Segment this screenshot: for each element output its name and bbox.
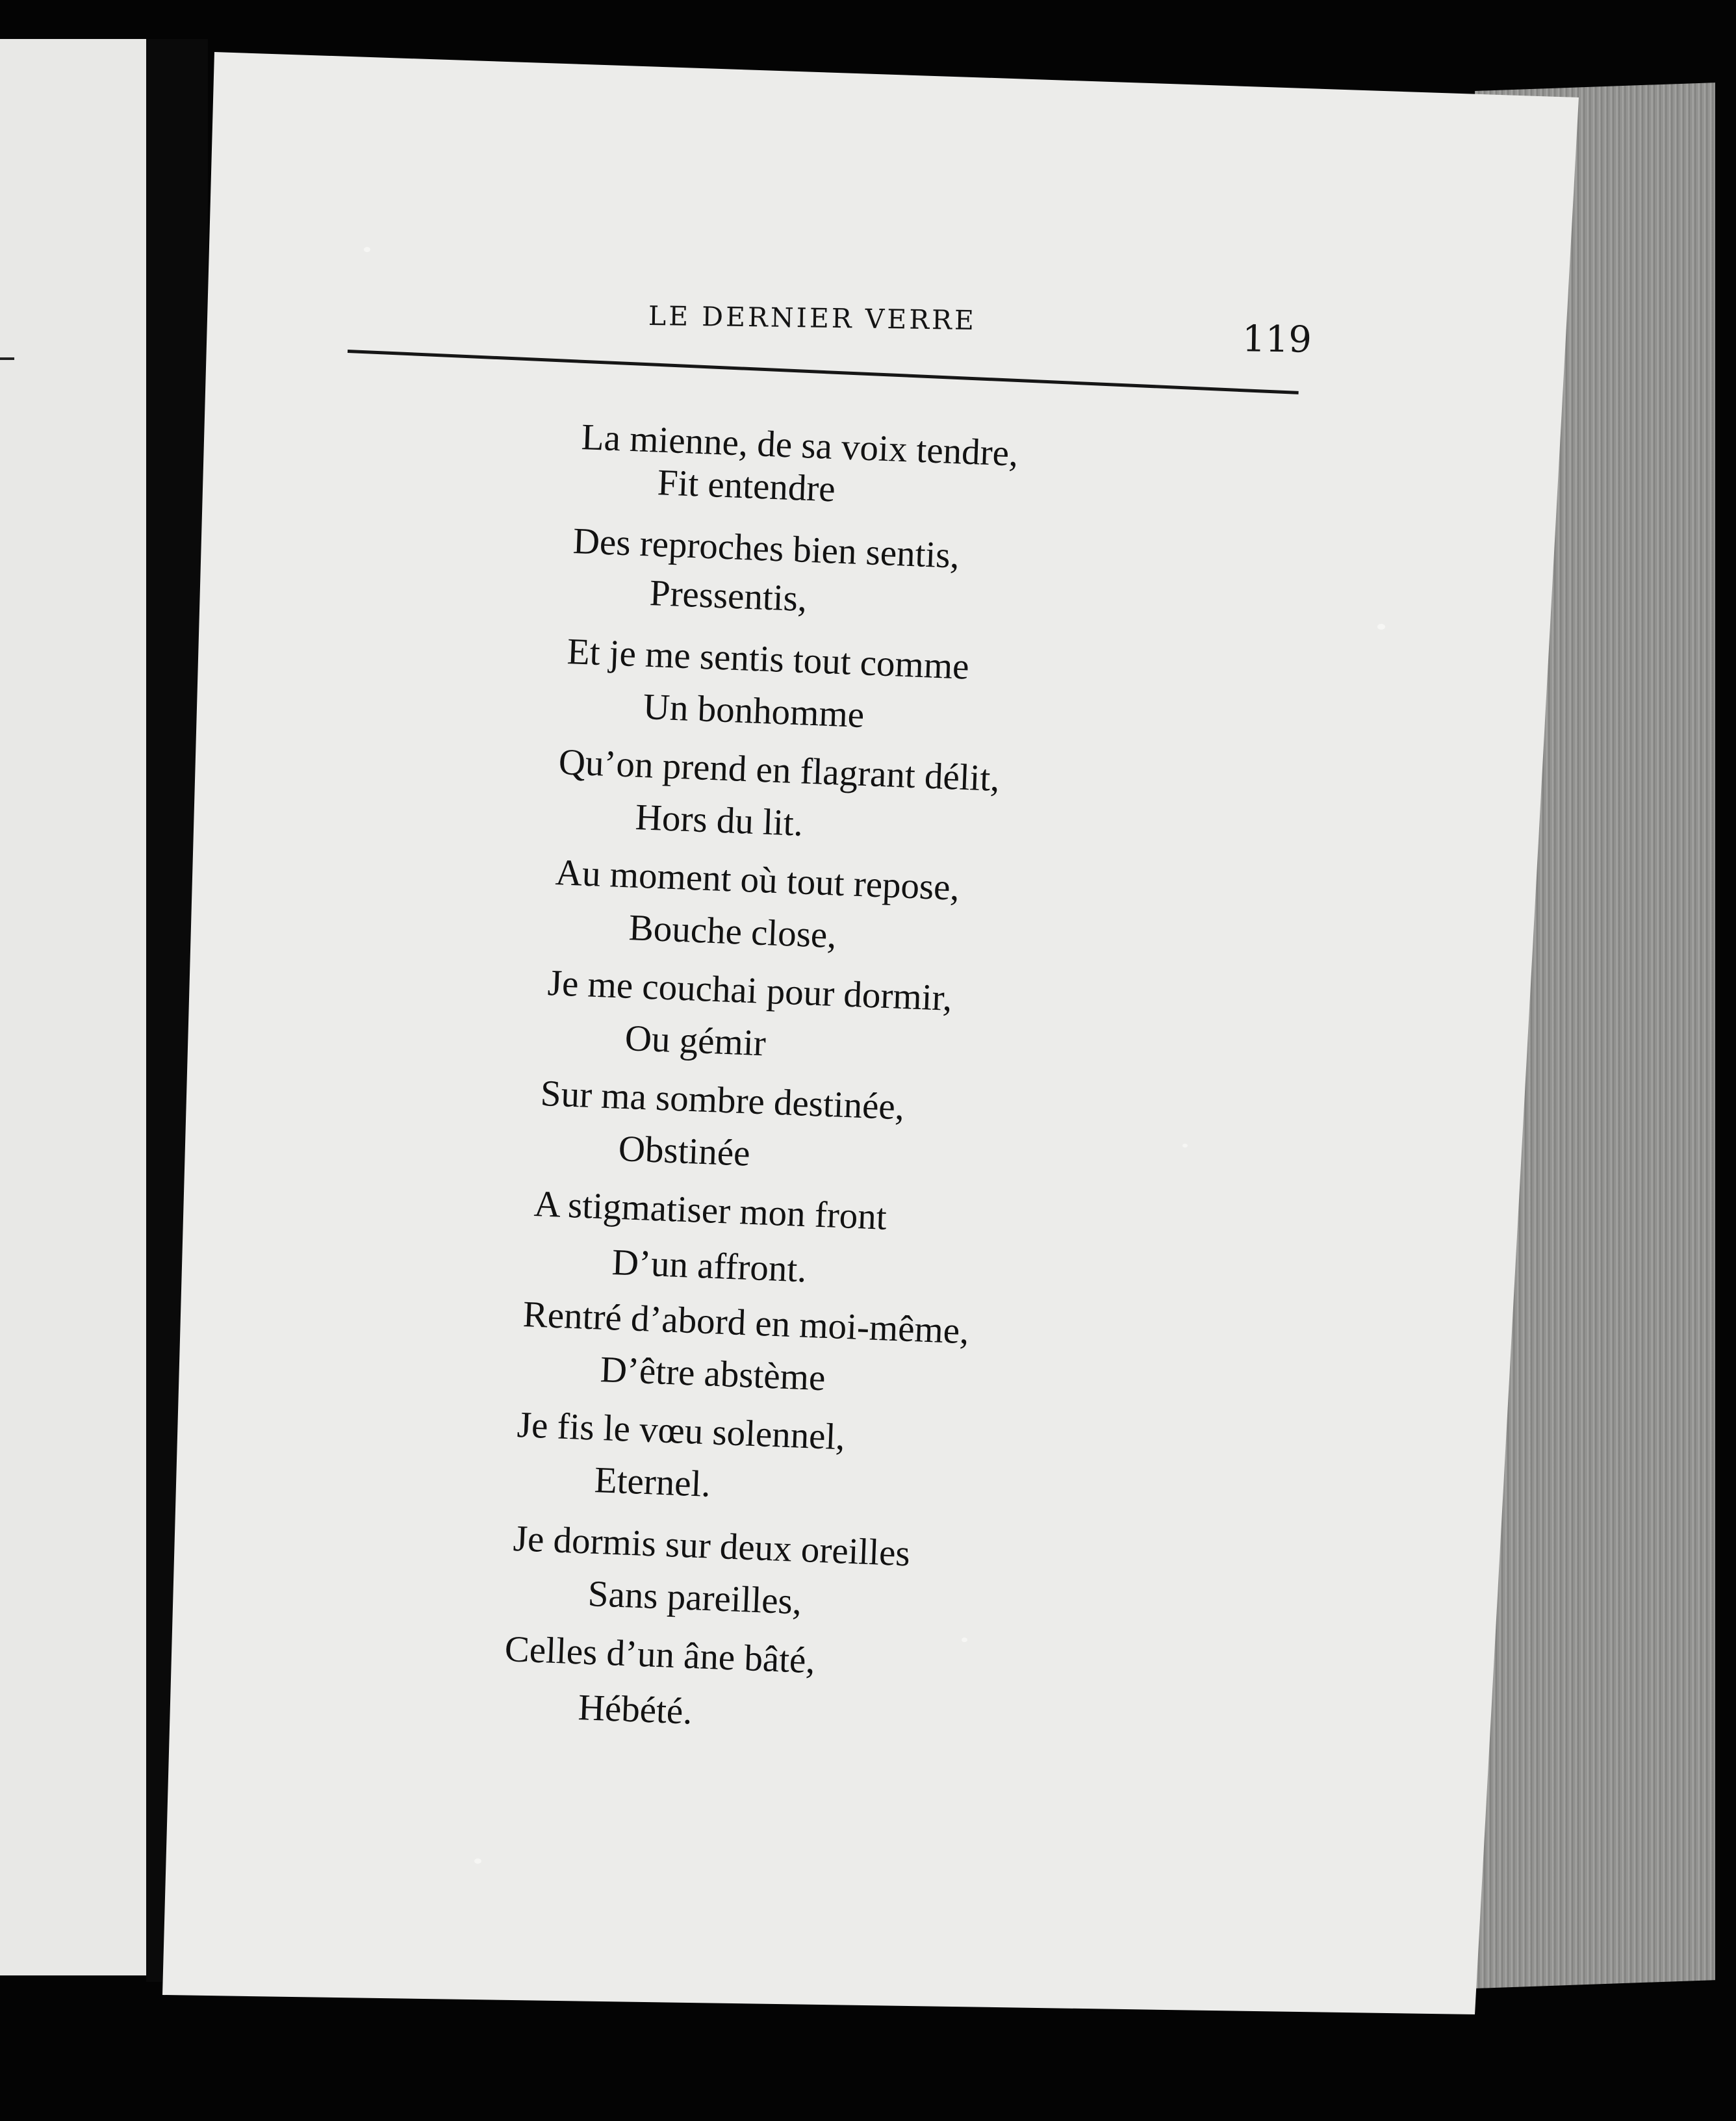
- scan-speck: [474, 1858, 481, 1864]
- poem-line: Rentré d’abord en moi-même,: [522, 1294, 970, 1352]
- poem-line: Je me couchai pour dormir,: [546, 962, 953, 1019]
- poem-line: Hébété.: [577, 1687, 693, 1732]
- poem-line: La mienne, de sa voix tendre,: [580, 417, 1019, 474]
- poem-line: Au moment où tout repose,: [554, 852, 960, 908]
- poem-line: D’un affront.: [611, 1242, 808, 1291]
- poem-line: Hors du lit.: [634, 797, 804, 844]
- poem-line: Eternel.: [593, 1459, 711, 1505]
- scan-speck: [364, 247, 370, 252]
- poem-line: D’être abstème: [599, 1349, 826, 1399]
- scan-speck: [1377, 624, 1385, 630]
- poem-line: Et je me sentis tout comme: [566, 631, 970, 688]
- poem-line: Un bonhomme: [642, 686, 865, 736]
- poem-line: Sur ma sombre destinée,: [539, 1073, 906, 1128]
- poem-line: Qu’on prend en flagrant délit,: [557, 741, 1001, 800]
- poem-line: Je fis le vœu solennel,: [516, 1404, 846, 1458]
- poem-line: Celles d’un âne bâté,: [504, 1628, 816, 1682]
- scan-speck: [1182, 1144, 1188, 1148]
- scan-speck: [962, 1638, 967, 1642]
- poem-line: A stigmatiser mon front: [533, 1183, 887, 1238]
- poem-line: Pressentis,: [648, 572, 808, 620]
- poem-line: Je dormis sur deux oreilles: [512, 1518, 911, 1575]
- poem-line: Sans pareilles,: [587, 1573, 803, 1623]
- poem-line: Des reproches bien sentis,: [572, 521, 960, 576]
- poem-line: Ou gémir: [624, 1018, 767, 1064]
- page-number: 119: [1242, 318, 1312, 361]
- poem-line: Bouche close,: [628, 907, 837, 957]
- running-title: LE DERNIER VERRE: [648, 300, 977, 337]
- poem-line: Fit entendre: [656, 462, 836, 510]
- poem-line: Obstinée: [617, 1128, 751, 1174]
